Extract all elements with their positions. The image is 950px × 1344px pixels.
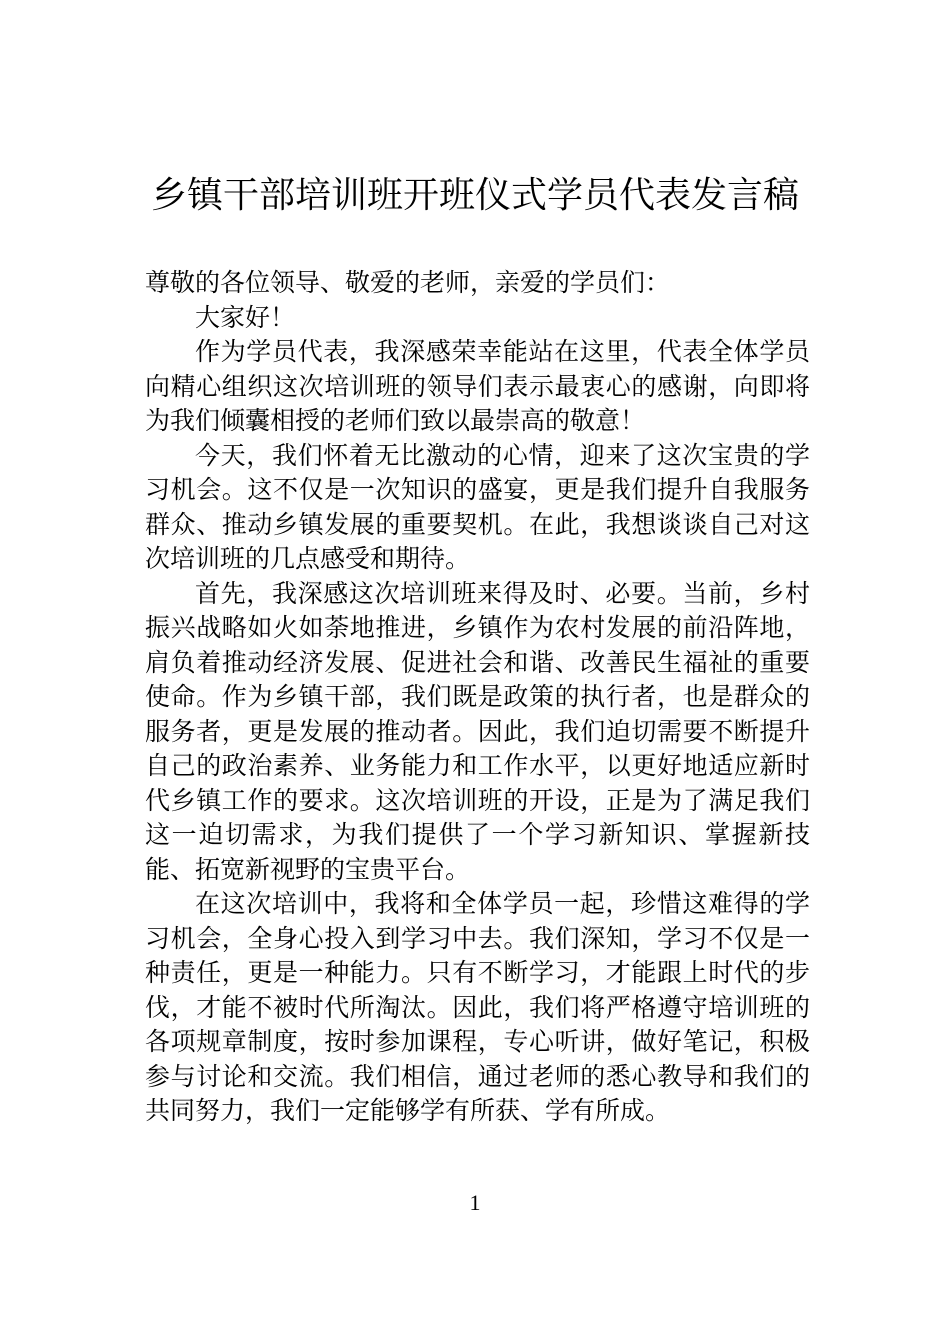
- paragraph-thanks: 作为学员代表，我深感荣幸能站在这里，代表全体学员向精心组织这次培训班的领导们表示最衷心的感谢，向即将为我们倾囊相授的老师们致以最崇高的敬意！: [145, 337, 810, 435]
- document-body: [145, 266, 810, 1129]
- paragraph-first: 首先，我深感这次培训班来得及时、必要。当前，乡村振兴战略如火如荼地推进，乡镇作为农村发展的前沿阵地，肩负着推动经济发展、促进社会和谐、改善民生福祉的重要使命。作为乡镇干部，我们既是政策的执行者，也是群众的服务者，更是发展的推动者。因此，我们迫切需要不断提升自己的政治素养、业务能力和工作水平，以更好地适应新时代乡镇工作的要求。这次培训班的开设，正是为了满足我们这一迫切需求，为我们提供了一个学习新知识、掌握新技能、拓宽新视野的宝贵平台。: [145, 578, 810, 884]
- document-title: 乡镇干部培训班开班仪式学员代表发言稿: [150, 175, 799, 216]
- paragraph-greeting: 大家好！: [195, 302, 296, 332]
- paragraph-today: 今天，我们怀着无比激动的心情，迎来了这次宝贵的学习机会。这不仅是一次知识的盛宴，更是我们提升自我服务群众、推动乡镇发展的重要契机。在此，我想谈谈自己对这次培训班的几点感受和期待。: [145, 440, 810, 573]
- salutation: 尊敬的各位领导、敬爱的老师，亲爱的学员们：: [145, 268, 671, 297]
- page-number: 1: [469, 1190, 481, 1215]
- paragraph-training: 在这次培训中，我将和全体学员一起，珍惜这难得的学习机会，全身心投入到学习中去。我们深知，学习不仅是一种责任，更是一种能力。只有不断学习，才能跟上时代的步伐，才能不被时代所淘汰。因此，我们将严格遵守培训班的各项规章制度，按时参加课程，专心听讲，做好笔记，积极参与讨论和交流。我们相信，通过老师的悉心教导和我们的共同努力，我们一定能够学有所获、学有所成。: [145, 889, 810, 1125]
